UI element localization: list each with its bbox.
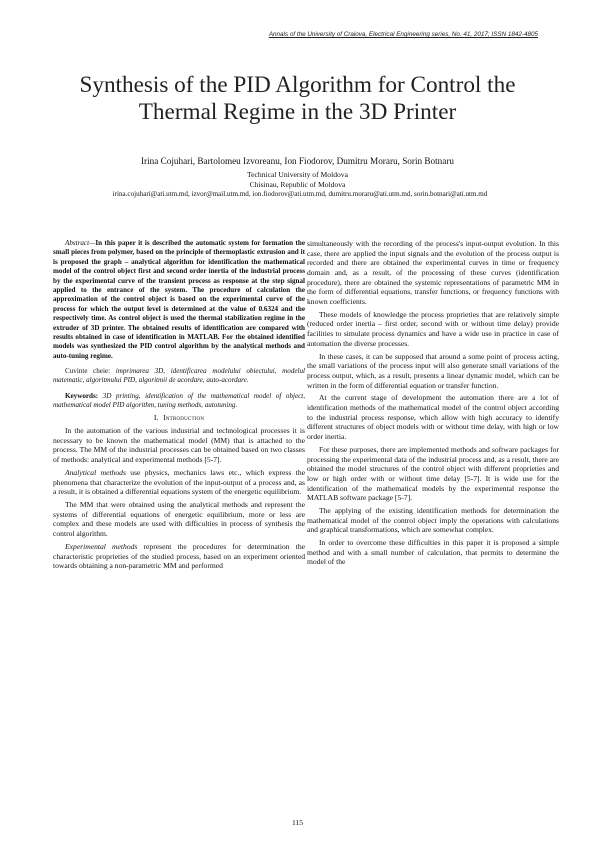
author-emails: irina.cojuhari@ati.utm.md, izvor@mail.utm.md, ion.fiodorov@ati.utm.md, dumitru.moraru@ati.utm.md, sorin.botnari@ati.utm.md [112, 190, 488, 198]
affiliation-location: Chisinau, Republic of Moldova [249, 179, 346, 189]
page-number: 115 [291, 818, 304, 827]
intro-paragraph-4-text: represent the procedures for determination the characteristic proprieties of the studied process, based on an experiment oriented towards obtaining a non-parametric MM and performed [53, 541, 305, 571]
title-line-1: Synthesis of the PID Algorithm for Control the [79, 72, 516, 98]
cuvinte-text: imprimarea 3D, identificarea modelului obiectului, modelul matematic, algoritmului PID, algoritmii de acordare, auto-acordare. [53, 367, 306, 385]
analytical-methods-term: Analytical methods [65, 467, 126, 477]
intro-paragraph-4 [53, 542, 305, 571]
running-header: Annals of the University of Craiova, Electrical Engineering series, No. 41, 2017; ISSN 1842-4805 [268, 31, 538, 38]
right-paragraph-7: In order to overcome these difficulties in this paper it is proposed a simple method and with a small number of calculation, that permits to determine the model of the [307, 538, 559, 567]
right-paragraph-6: The applying of the existing identification methods for determination the mathematical model of the control object imply the operations with calculations and graphical transformations, which are somewhat complex. [307, 506, 559, 535]
section-number: I. [153, 413, 159, 423]
keywords [53, 392, 305, 410]
keywords-text: 3D printing, identification of the mathematical model of object, mathematical model PID algorithm, tuning methods, autotuning. [53, 391, 305, 409]
affiliation-university: Technical University of Moldova [247, 170, 348, 179]
affiliation [40, 170, 555, 189]
cuvinte-label: Cuvinte cheie: [65, 367, 111, 376]
title-line-2: Thermal Regime in the 3D Printer [138, 99, 457, 125]
keywords-label: Keywords: [65, 391, 99, 400]
right-paragraph-4: At the current stage of development the automation there are a lot of identification methods of the mathematical model of the control object according to the industrial process response, which allow with high accuracy to identify different structures of object models with or without time delay, with high or low order inertia. [307, 393, 559, 442]
right-paragraph-5: For these purposes, there are implemented methods and software packages for processing the experimental data of the industrial process and, as a result, there are obtained the model structures of the control object with different proprieties and low or high order with or without time delay [5-7]. It is wide use for the identification of the mathematical models by the experimental response the MATLAB software package [5-7]. [307, 444, 559, 503]
section-heading-introduction [53, 413, 305, 423]
abstract-lead: Abstract— [65, 239, 96, 247]
section-title: Introduction [163, 413, 205, 423]
abstract [53, 239, 305, 361]
intro-paragraph-3: The MM that were obtained using the analytical methods and represent the systems of differential equations of energetic equilibrium, more or less are complex and these models are used with difficulties in process of synthesis the control algorithm. [53, 500, 305, 539]
cuvinte-cheie [53, 367, 305, 385]
experimental-methods-term: Experimental methods [65, 541, 138, 551]
abstract-text: In this paper it is described the automatic system for formation the small pieces from polymer, based on the principle of thermoplastic extrusion and it is proposed the graph – analytical algorithm for identification the mathematical model of the control object first and second order inertia of the industrial process by the experimental curve of the transient process as response at the step signal applied to the entrance of the system. The procedure of calculation the approximation of the control object is based on the experimental curve of the process for which the output level is determined at the value of 0.6324 and the respectively time. As control object is used the thermal stabilization regime in the extruder of 3D printer. The obtained results of identification are compared with results obtained in case of identification in MATLAB. For the obtained identified models was synthesized the PID control algorithm by the analytical methods and auto-tuning regime. [53, 239, 305, 360]
left-column [53, 239, 305, 574]
paper-title [40, 72, 555, 126]
right-paragraph-2: These models of knowledge the process proprieties that are relatively simple (reduced order inertia – first order, second with or without time delay) provide facilities to simulate process dynamics and have a wide use in practice in case of automation the diverse processes. [307, 309, 559, 348]
intro-paragraph-2 [53, 468, 305, 497]
right-paragraph-1: simultaneously with the recording of the process's input-output evolution. In this case, there are applied the input signals and the evolution of the process output is recorded and there are obtained the experimental curves in time or frequency domain and, as a result, of the processing of these curves (identification procedure), there are obtained the systemic representations of parametric MM in the form of differential equations, transfer functions, or frequency functions with known coefficients. [307, 239, 559, 306]
intro-paragraph-2-text: use physics, mechanics laws etc., which express the phenomena that characterize the evolution of the input-output of a process and, as a result, it is obtained a differential equations system of the energetic equilibrium. [53, 467, 305, 497]
right-column [307, 239, 559, 570]
intro-paragraph-1: In the automation of the various industrial and technological processes it is necessary to be known the mathematical model (MM) that is attached to the process. The MM of the industrial processes can be obtained based on two classes of methods: analytical and experimental methods [5-7]. [53, 426, 305, 465]
author-list: Irina Cojuhari, Bartolomeu Izvoreanu, Ion Fiodorov, Dumitru Moraru, Sorin Botnaru [141, 156, 454, 166]
right-paragraph-3: In these cases, it can be supposed that around a some point of process acting, the small variations of the process input will also generate small variations of the process output, which, as a result, presents a linear dynamic model, which can be written in the form of differential equation or transfer function. [307, 351, 559, 390]
